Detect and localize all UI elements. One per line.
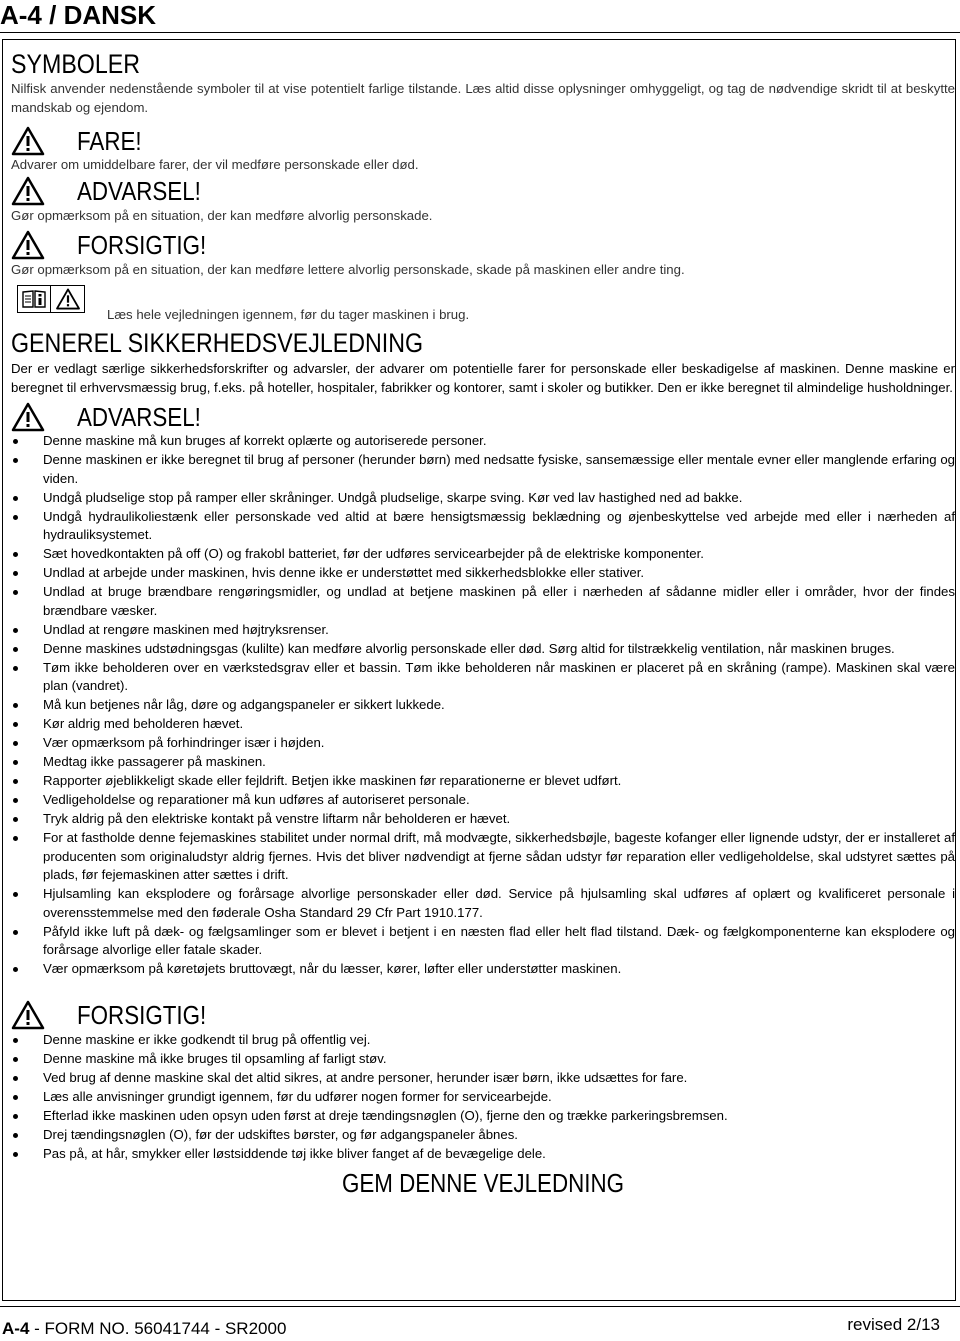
- list-item: [11, 1069, 955, 1088]
- list-item: [11, 810, 955, 829]
- bullet-icon: [13, 703, 18, 708]
- warning-triangle-icon: [11, 1000, 45, 1030]
- list-item: [11, 489, 955, 508]
- bullet-icon: [13, 817, 18, 822]
- content-frame: [2, 39, 956, 1301]
- danger-desc: Advarer om umiddelbare farer, der vil medføre personskade eller død.: [11, 157, 419, 172]
- danger-signal: [11, 126, 45, 156]
- bullet-icon: [13, 458, 18, 463]
- list-item: [11, 1031, 955, 1050]
- list-item: [11, 753, 955, 772]
- list-item-text: Må kun betjenes når låg, døre og adgangspaneler er sikkert lukkede.: [43, 697, 445, 713]
- list-item: [11, 1050, 955, 1069]
- footer-revised: revised 2/13: [847, 1315, 940, 1334]
- warning-triangle-icon: [11, 126, 45, 156]
- bullet-icon: [13, 1095, 18, 1100]
- list-item-text: Hjulsamling kan eksplodere og forårsage alvorlige personskader eller død. Service på hjulsamling skal udføres af oplært og kvalificeret personale i overensstemmelse med den føderale Osha Standard 29 Cfr Part 1910.177.: [43, 886, 955, 920]
- list-item: [11, 923, 955, 960]
- bullet-icon: [13, 930, 18, 935]
- list-item: [11, 545, 955, 564]
- read-manual-icon: [17, 285, 51, 313]
- list-item: [11, 1145, 955, 1164]
- danger-word: FARE!: [77, 126, 142, 156]
- manual-note: Læs hele vejledningen igennem, før du tager maskinen i brug.: [107, 307, 470, 322]
- list-item-text: Undgå pludselige stop på ramper eller skråninger. Undgå pludselige, skarpe sving. Kør ved lav hastighed ned ad bakke.: [43, 489, 743, 505]
- list-item-text: Medtag ikke passagerer på maskinen.: [43, 754, 266, 770]
- list-item: [11, 734, 955, 753]
- bullet-icon: [13, 666, 18, 671]
- list-item: [11, 621, 955, 640]
- general-warning-word: ADVARSEL!: [77, 402, 201, 432]
- bullet-icon: [13, 779, 18, 784]
- warning-triangle-icon: [51, 285, 85, 313]
- list-item: [11, 1126, 955, 1145]
- list-item: [11, 885, 955, 922]
- list-item: [11, 659, 955, 696]
- general-intro: Der er vedlagt særlige sikkerhedsforskrifter og advarsler, der advarer om potentielle farer for personskade eller beskadigelse af maskinen. Denne maskine er beregnet til erhvervsmæssig brug, f.eks. på hoteller, hospitaler, fabrikker og kontorer, samt i skoler og butikker. Den er ikke beregnet til almindelige husholdninger.: [11, 361, 955, 395]
- list-item: [11, 1107, 955, 1126]
- list-item-text: Læs alle anvisninger grundigt igennem, før du udfører nogen former for servicearbejde.: [43, 1088, 552, 1104]
- list-item-text: Vær opmærksom på forhindringer især i højden.: [43, 735, 325, 751]
- bullet-icon: [13, 760, 18, 765]
- bullet-icon: [13, 967, 18, 972]
- bullet-icon: [13, 1133, 18, 1138]
- page-header: A-4 / DANSK: [0, 0, 157, 30]
- list-item-text: Denne maskines udstødningsgas (kulilte) kan medføre alvorlig personskade eller død. Sørg altid for tilstrækkelig ventilation, når maskinen bruges.: [43, 640, 895, 656]
- symbols-title: SYMBOLER: [11, 49, 141, 79]
- list-item: [11, 451, 955, 488]
- closing-title-text: GEM DENNE VEJLEDNING: [341, 1168, 625, 1198]
- list-item-text: Denne maskinen er ikke beregnet til brug af personer (herunder børn) med nedsatte fysiske, sansemæssige eller mentale evner eller manglende erfaring og viden.: [43, 451, 955, 486]
- list-item-text: Denne maskine må ikke bruges til opsamling af farligt støv.: [43, 1050, 387, 1066]
- footer-form-no: - FORM NO. 56041744 - SR2000: [29, 1319, 287, 1338]
- list-item: [11, 564, 955, 583]
- list-item: [11, 715, 955, 734]
- general-caution-word: FORSIGTIG!: [77, 1000, 207, 1030]
- symbols-intro: Nilfisk anvender nedenstående symboler til at vise potentielt farlige tilstande. Læs altid disse oplysninger omhyggeligt, og tag de nødvendige skridt til at beskytte mandskab og ejendom.: [11, 81, 955, 115]
- manual-icons: [17, 285, 85, 313]
- list-item-text: Drej tændingsnøglen (O), før der udskiftes børster, og før adgangspaneler åbnes.: [43, 1126, 518, 1142]
- list-item-text: Undgå hydraulikoliestænk eller personskade ved altid at bære hensigtsmæssig beklædning og øjenbeskyttelse ved arbejde med eller i nærheden af hydrauliksystemet.: [43, 508, 955, 543]
- bullet-icon: [13, 836, 18, 841]
- list-item: [11, 960, 955, 979]
- warning-triangle-icon: [11, 176, 45, 206]
- closing-title: [11, 1168, 955, 1198]
- bullet-icon: [13, 1038, 18, 1043]
- list-item-text: Efterlad ikke maskinen uden opsyn uden først at dreje tændingsnøglen (O), fjerne den og trække parkeringsbremsen.: [43, 1107, 728, 1123]
- bullet-icon: [13, 1152, 18, 1157]
- bullet-icon: [13, 1076, 18, 1081]
- bullet-icon: [13, 571, 18, 576]
- warning-triangle-icon: [11, 402, 45, 432]
- list-item-text: Undlad at bruge brændbare rengøringsmidler, og undlad at betjene maskinen på eller i nærheden af sådanne midler eller i områder, hvor der findes brændbare væsker.: [43, 584, 955, 618]
- list-item-text: Vedligeholdelse og reparationer må kun udføres af autoriseret personale.: [43, 792, 470, 808]
- bullet-icon: [13, 552, 18, 557]
- general-caution-signal: [11, 1000, 45, 1030]
- list-item-text: Sæt hovedkontakten på off (O) og frakobl batteriet, før der udføres servicearbejder på de elektriske komponenter.: [43, 546, 704, 562]
- bullet-icon: [13, 798, 18, 803]
- bullet-icon: [13, 741, 18, 746]
- list-item-text: Undlad at arbejde under maskinen, hvis denne ikke er understøttet med sikkerhedsblokke eller stativer.: [43, 565, 645, 581]
- list-item-text: Pas på, at hår, smykker eller løstsiddende tøj ikke bliver fanget af de bevægelige dele.: [43, 1145, 546, 1161]
- list-item-text: Kør aldrig med beholderen hævet.: [43, 716, 244, 732]
- caution-list: [11, 1031, 955, 1164]
- bullet-icon: [13, 1057, 18, 1062]
- list-item: [11, 508, 955, 545]
- warning-desc: Gør opmærksom på en situation, der kan medføre alvorlig personskade.: [11, 208, 433, 223]
- list-item-text: Denne maskine er ikke godkendt til brug på offentlig vej.: [43, 1032, 371, 1047]
- list-item-text: Denne maskine må kun bruges af korrekt oplærte og autoriserede personer.: [43, 433, 487, 448]
- list-item: [11, 640, 955, 659]
- general-warning-signal: [11, 402, 45, 432]
- list-item-text: Vær opmærksom på køretøjets bruttovægt, når du læsser, kører, løfter eller understøtter maskinen.: [43, 961, 622, 977]
- list-item-text: Rapporter øjeblikkeligt skade eller fejldrift. Betjen ikke maskinen før reparationerne er blevet udført.: [43, 773, 622, 789]
- warning-list: [11, 432, 955, 979]
- footer-page-ref: A-4: [2, 1319, 30, 1338]
- list-item-text: For at fastholde denne fejemaskines stabilitet under normal drift, må modvægte, sikkerhedsbøjle, bageste kofanger eller lignende udstyr, der er installeret af producenten som originaludstyr aldrig fjernes. Hvis det bliver nødvendigt at fjerne sådan udstyr før reparation eller vedligeholdelse, skal udstyret sættes på plads, før fejemaskinen atter sættes i drift.: [43, 830, 955, 883]
- list-item: [11, 583, 955, 620]
- list-item-text: Ved brug af denne maskine skal det altid sikres, at andre personer, herunder især børn, ikke udsættes for fare.: [43, 1069, 688, 1085]
- caution-desc: Gør opmærksom på en situation, der kan medføre lettere alvorlig personskade, skade på maskinen eller andre ting.: [11, 262, 685, 277]
- footer-form: [2, 1318, 286, 1340]
- list-item: [11, 1088, 955, 1107]
- list-item-text: Påfyld ikke luft på dæk- og fælgsamlinger som er blevet i betjent i en næsten flad eller helt flad tilstand. Dæk- og fælgkomponenterne kan eksplodere og forårsage alvorlige eller fatale skader.: [43, 923, 955, 958]
- warning-signal: [11, 176, 45, 206]
- caution-signal: [11, 230, 45, 260]
- list-item-text: Tøm ikke beholderen over en værkstedsgrav eller et bassin. Tøm ikke beholderen når maskinen er placeret på en skråning (rampe). Maskinen skal være plan (vandret).: [43, 659, 955, 694]
- list-item-text: Undlad at rengøre maskinen med højtryksrenser.: [43, 621, 329, 637]
- warning-word: ADVARSEL!: [77, 176, 201, 206]
- bullet-icon: [13, 892, 18, 897]
- bullet-icon: [13, 647, 18, 652]
- bullet-icon: [13, 1114, 18, 1119]
- general-title: GENEREL SIKKERHEDSVEJLEDNING: [11, 328, 424, 358]
- bullet-icon: [13, 628, 18, 633]
- caution-word: FORSIGTIG!: [77, 230, 207, 260]
- warning-triangle-icon: [11, 230, 45, 260]
- header-rule: [0, 32, 960, 33]
- list-item: [11, 432, 955, 451]
- bullet-icon: [13, 722, 18, 727]
- list-item: [11, 791, 955, 810]
- footer-rule: [0, 1306, 960, 1307]
- list-item: [11, 829, 955, 885]
- bullet-icon: [13, 590, 18, 595]
- list-item-text: Tryk aldrig på den elektriske kontakt på venstre liftarm når beholderen er hævet.: [43, 811, 511, 827]
- bullet-icon: [13, 515, 18, 520]
- bullet-icon: [13, 439, 18, 444]
- list-item: [11, 772, 955, 791]
- list-item: [11, 696, 955, 715]
- bullet-icon: [13, 496, 18, 501]
